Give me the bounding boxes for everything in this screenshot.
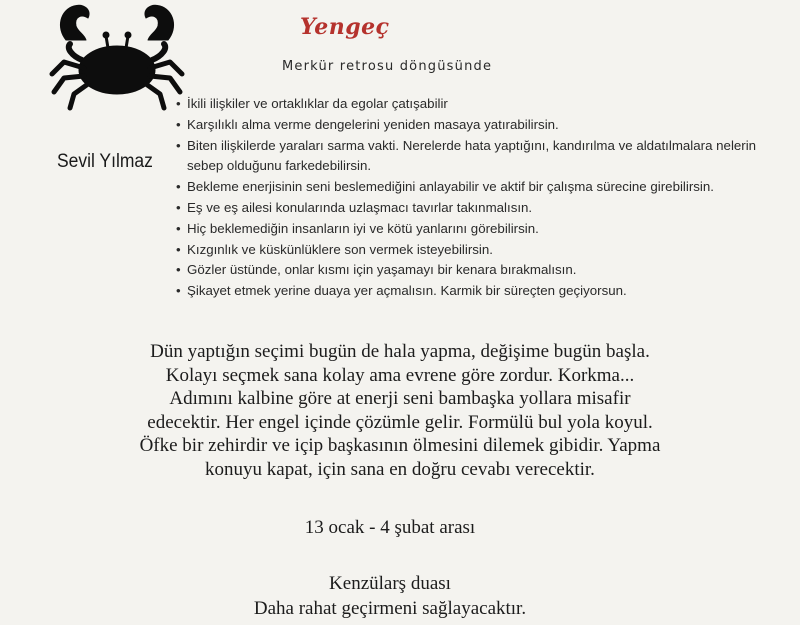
prayer-title: Kenzülarş duası — [329, 573, 451, 594]
list-item: • İkili ilişkiler ve ortaklıklar da egolar çatışabilir — [175, 94, 795, 115]
list-item: • Karşılıklı alma verme dengelerini yeniden masaya yatırabilirsin. — [175, 115, 795, 136]
paragraph-line: Kolayı seçmek sana kolay ama evrene göre zordur. Korkma... — [165, 364, 635, 386]
paragraph-line: edecektir. Her engel içinde çözümle gelir. Formülü bul yola koyul. — [147, 411, 653, 433]
list-item: • Biten ilişkilerde yaraları sarma vakti. Nerelerde hata yaptığını, kandırılma ve aldatılmalara nelerin sebep olduğunu farkedebilirsin. — [175, 136, 795, 178]
crab-icon — [42, 0, 192, 118]
list-item: • Şikayet etmek yerine duaya yer açmalısın. Karmik bir süreçten geçiyorsun. — [175, 281, 795, 302]
bullet-list — [175, 94, 795, 302]
list-item: • Kızgınlık ve küskünlüklere son vermek isteyebilirsin. — [175, 240, 795, 261]
paragraph-line: Adımını kalbine göre at enerji seni bambaşka yollara misafir — [169, 388, 631, 410]
paragraph-line: Öfke bir zehirdir ve içip başkasının ölmesini dilemek gibidir. Yapma — [139, 435, 661, 457]
list-item: • Gözler üstünde, onlar kısmı için yaşamayı bir kenara bırakmalısın. — [175, 260, 795, 281]
list-item: • Eş ve eş ailesi konularında uzlaşmacı tavırlar takınmalısın. — [175, 198, 795, 219]
author-name: Sevil Yılmaz — [57, 151, 153, 172]
prayer-note — [0, 571, 780, 621]
main-paragraph — [45, 340, 755, 482]
list-item: • Hiç beklemediğin insanların iyi ve kötü yanlarını görebilirsin. — [175, 219, 795, 240]
paragraph-line: konuyu kapat, için sana en doğru cevabı verecektir. — [205, 458, 595, 480]
page-subtitle: Merkür retrosu döngüsünde — [282, 59, 493, 74]
prayer-description: Daha rahat geçirmeni sağlayacaktır. — [253, 598, 527, 619]
date-range: 13 ocak - 4 şubat arası — [304, 517, 476, 538]
page-title: Yengeç — [300, 14, 390, 40]
paragraph-line: Dün yaptığın seçimi bugün de hala yapma, değişime bugün başla. — [150, 341, 650, 362]
list-item: • Bekleme enerjisinin seni beslemediğini anlayabilir ve aktif bir çalışma sürecine girebilirsin. — [175, 177, 795, 198]
